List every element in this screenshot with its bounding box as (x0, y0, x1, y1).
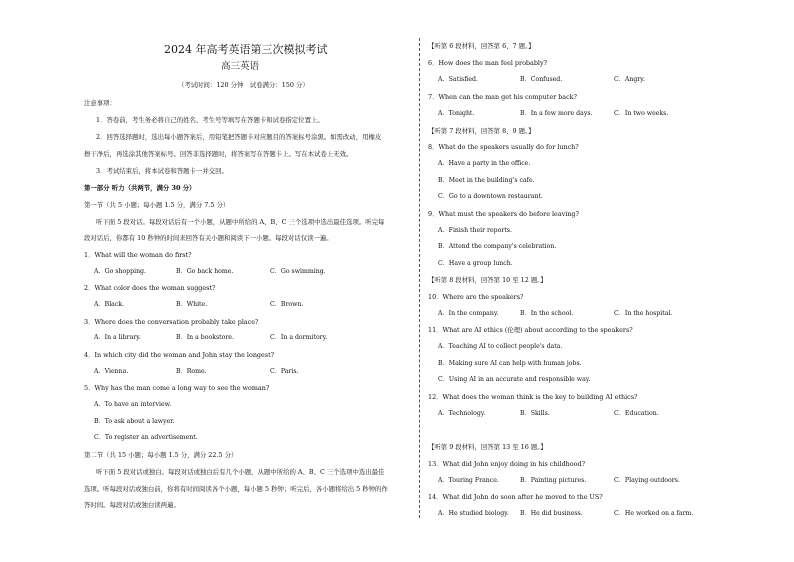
option-c: C．Paris. (270, 368, 299, 375)
option-c: C．In a dormitory. (270, 334, 328, 341)
option-c: C．To register an advertisement. (94, 434, 198, 441)
option-b: B．Confused. (520, 76, 563, 83)
material-heading: 【听第 6 段材料，回答第 6、7 题。】 (428, 42, 535, 50)
exam-info: （考试时间：120 分钟 试卷满分：150 分） (178, 81, 309, 89)
option-a: A．He studied biology. (438, 510, 509, 517)
option-a: A．To have an interview. (94, 401, 172, 408)
notes-heading: 注意事项： (84, 99, 116, 107)
option-a: A．Black. (94, 301, 125, 308)
option-a: A．Touring France. (438, 477, 499, 484)
option-c: C．Go to a downtown restaurant. (438, 193, 543, 200)
option-c: C．In the hospital. (614, 310, 673, 317)
section2-instruction: 选项。听每段对话或独白前，你将有时间阅读各个小题，每小题 5 秒钟；听完后，各小题将给出 5 秒钟的作 (84, 485, 388, 493)
section1-instruction: 段对话后，你都有 10 秒钟的时间来回答有关小题和阅读下一小题。每段对话仅读一遍。 (84, 234, 333, 242)
option-b: B．In a few more days. (520, 110, 593, 117)
option-c: C．Education. (614, 410, 659, 417)
option-c: C．Brown. (270, 301, 304, 308)
section2-instruction: 答时间。每段对话或独白读两遍。 (84, 501, 180, 509)
note-item: 2．回答选择题时，选出每小题答案后，用铅笔把答题卡对应题目的答案标号涂黑。如需改动，用橡皮 (96, 133, 382, 141)
note-item: 擦干净后，再选涂其他答案标号。回答非选择题时，将答案写在答题卡上。写在本试卷上无效。 (84, 150, 353, 158)
option-c: C．Using AI in an accurate and responsible way. (438, 376, 591, 383)
question-1: 1．What will the woman do first? (84, 251, 192, 259)
material-heading: 【听第 7 段材料，回答第 8、9 题。】 (428, 127, 535, 135)
option-c: C．Angry. (614, 76, 645, 83)
option-b: B．He did business. (520, 510, 583, 517)
exam-title: 2024 年高考英语第三次模拟考试 (164, 43, 328, 56)
question-7: 7．When can the man get his computer back? (428, 93, 577, 101)
option-b: B．To ask about a lawyer. (94, 418, 175, 425)
option-b: B．White. (176, 301, 208, 308)
question-12: 12．What does the woman think is the key to building AI ethics? (428, 393, 638, 401)
question-14: 14．What did John do soon after he moved to the US? (428, 493, 603, 501)
option-b: B．Go back home. (176, 268, 234, 275)
option-c: C．He worked on a farm. (614, 510, 694, 517)
option-a: A．Vienna. (94, 368, 129, 375)
option-a: A．Teaching AI to collect people's data. (438, 343, 563, 350)
option-a: A．Technology. (438, 410, 486, 417)
section1-instruction: 听下面 5 段对话。每段对话后有一个小题，从题中所给的 A、B、C 三个选项中选出最佳选项。听完每 (96, 218, 385, 226)
option-b: B．Attend the company's celebration. (438, 243, 557, 250)
option-b: B．In the school. (520, 310, 574, 317)
option-c: C．Playing outdoors. (614, 477, 680, 484)
option-b: B．Skills. (520, 410, 550, 417)
option-b: B．In a bookstore. (176, 334, 234, 341)
section2-instruction: 听下面 5 段对话或独白。每段对话或独白后有几个小题，从题中所给的 A、B、C 三个选项中选出最佳 (96, 468, 385, 476)
question-11: 11．What are AI ethics (伦理) about according to the speakers? (428, 326, 633, 334)
option-a: A．Tonight. (438, 110, 475, 117)
option-b: B．Making sure AI can help with human jobs. (438, 360, 582, 367)
section1-heading: 第一节（共 5 小题；每小题 1.5 分，满分 7.5 分） (84, 201, 230, 209)
question-8: 8．What do the speakers usually do for lunch? (428, 143, 579, 151)
question-4: 4．In which city did the woman and John stay the longest? (84, 351, 275, 359)
option-c: C．Have a group lunch. (438, 260, 513, 267)
option-a: A．In the company. (438, 310, 499, 317)
option-b: B．Rome. (176, 368, 207, 375)
material-heading: 【听第 9 段材料，回答第 13 至 16 题。】 (428, 443, 547, 451)
question-9: 9．What must the speakers do before leaving? (428, 210, 579, 218)
option-a: A．In a library. (94, 334, 141, 341)
note-item: 3．考试结束后，将本试卷和答题卡一并交回。 (96, 167, 228, 175)
question-10: 10．Where are the speakers? (428, 293, 524, 301)
question-13: 13．What did John enjoy doing in his childhood? (428, 460, 585, 468)
exam-subtitle: 高三英语 (221, 61, 260, 72)
material-heading: 【听第 8 段材料，回答第 10 至 12 题。】 (428, 276, 547, 284)
option-a: A．Go shopping. (94, 268, 146, 275)
option-b: B．Painting pictures. (520, 477, 587, 484)
option-b: B．Meet in the building's cafe. (438, 177, 535, 184)
column-divider (419, 38, 420, 518)
note-item: 1．答卷前，考生务必将自己的姓名、考生号等填写在答题卡和试卷指定位置上。 (96, 116, 324, 124)
section2-heading: 第二节（共 15 小题；每小题 1.5 分，满分 22.5 分） (84, 451, 238, 459)
option-c: C．Go swimming. (270, 268, 326, 275)
option-c: C．In two weeks. (614, 110, 669, 117)
question-3: 3．Where does the conversation probably take place? (84, 318, 259, 326)
option-a: A．Finish their reports. (438, 227, 512, 234)
option-a: A．Satisfied. (438, 76, 478, 83)
part1-heading: 第一部分 听力（共两节，满分 30 分） (84, 184, 196, 192)
question-6: 6．How does the man feel probably? (428, 59, 547, 67)
question-2: 2．What color does the woman suggest? (84, 284, 216, 292)
option-a: A．Have a party in the office. (438, 160, 531, 167)
question-5: 5．Why has the man come a long way to see the woman? (84, 384, 270, 392)
